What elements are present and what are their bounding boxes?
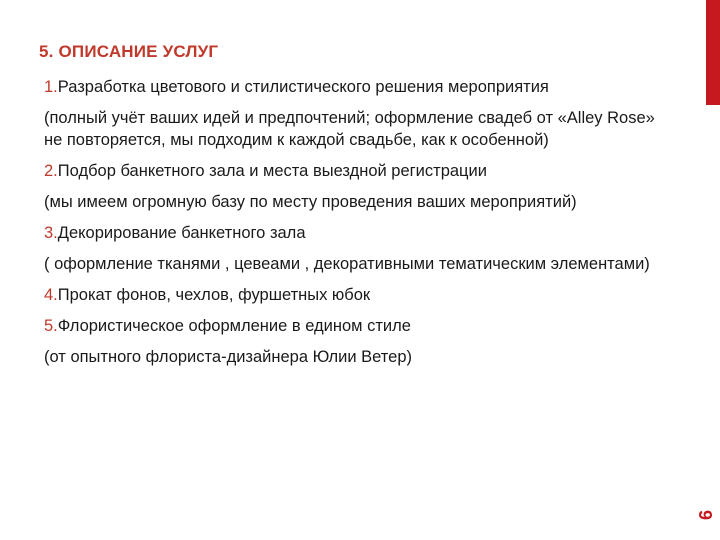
- service-description: (мы имеем огромную базу по месту проведения ваших мероприятий): [44, 193, 577, 211]
- service-number: 4.: [44, 286, 58, 304]
- service-number: 5.: [44, 317, 58, 335]
- slide-title: 5. ОПИСАНИЕ УСЛУГ: [39, 42, 219, 61]
- page-number: 9: [695, 509, 715, 520]
- service-number: 1.: [44, 78, 58, 96]
- service-heading: Прокат фонов, чехлов, фуршетных юбок: [57, 286, 371, 304]
- service-item-1: [44, 76, 664, 98]
- services-list: [44, 76, 664, 377]
- service-description: (полный учёт ваших идей и предпочтений; оформление свадеб от «Alley Rose» не повторяется, мы подходим к каждой свадьбе, как к особенной): [44, 109, 655, 149]
- service-number: 3.: [44, 224, 58, 242]
- accent-bar: [706, 0, 720, 105]
- service-item-2: [44, 160, 664, 182]
- service-item-4: [44, 284, 664, 306]
- service-heading: Флористическое оформление в едином стиле: [57, 317, 411, 335]
- service-item-5: [44, 315, 664, 337]
- service-number: 2.: [44, 162, 58, 180]
- service-heading: Декорирование банкетного зала: [57, 224, 306, 242]
- service-description: (от опытного флориста-дизайнера Юлии Ветер): [44, 348, 413, 366]
- service-item-3: [44, 222, 664, 244]
- service-heading: Подбор банкетного зала и места выездной регистрации: [57, 162, 487, 180]
- service-description: ( оформление тканями , цевеами , декоративными тематическим элементами): [44, 255, 650, 273]
- service-heading: Разработка цветового и стилистического решения мероприятия: [57, 78, 549, 96]
